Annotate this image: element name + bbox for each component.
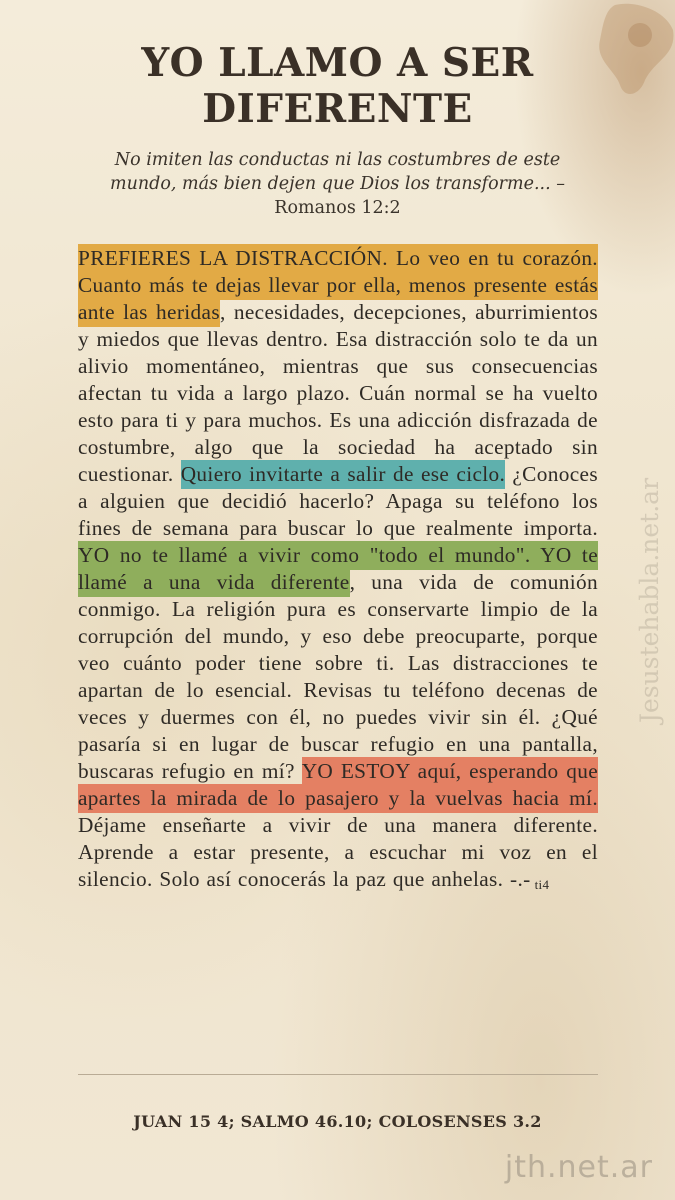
- body-text-4: Déjame enseñarte a vivir de una manera diferente. Aprende a estar presente, a escuchar mi voz en el silencio. Solo así conocerás la paz que anhelas. -.-: [78, 813, 598, 891]
- signature: ti4: [534, 877, 550, 892]
- verse-quote: [90, 148, 585, 220]
- highlight-red: YO ESTOY aquí, esperando que apartes la mirada de lo pasajero y la vuelvas hacia mí.: [78, 757, 598, 813]
- highlight-green: YO no te llamé a vivir como "todo el mundo". YO te llamé a una vida diferente: [78, 541, 598, 597]
- verse-text: No imiten las conductas ni las costumbres de este mundo, más bien dejen que Dios los transforme... –: [110, 150, 565, 194]
- page-title: [0, 40, 675, 132]
- verse-reference: Romanos 12:2: [274, 198, 401, 218]
- title-line-2: DIFERENTE: [202, 86, 473, 132]
- body-text-3: , una vida de comunión conmigo. La religión pura es conservarte limpio de la corrupción del mundo, y eso debe preocuparte, porque veo cuánto poder tiene sobre ti. Las distracciones te apartan de lo esencial. Revisas tu teléfono decenas de veces y duermes con él, no puedes vivir sin él. ¿Qué pasaría si en lugar de buscar refugio en una pantalla, buscaras refugio en mí?: [78, 570, 598, 783]
- highlight-orange: PREFIERES LA DISTRACCIÓN. Lo veo en tu corazón. Cuanto más te dejas llevar por ella, menos presente estás ante las heridas: [78, 244, 598, 327]
- body-text-1: , necesidades, decepciones, aburrimientos y miedos que llevas dentro. Esa distracción solo te da un alivio momentáneo, mientras que sus consecuencias afectan tu vida a largo plazo. Cuán normal se ha vuelto esto para ti y para muchos. Es una adicción disfrazada de costumbre, algo que la sociedad ha aceptado sin cuestionar.: [78, 300, 598, 486]
- bottom-watermark: jth.net.ar: [504, 1150, 653, 1185]
- devotional-body: [78, 245, 598, 898]
- scripture-references: JUAN 15 4; SALMO 46.10; COLOSENSES 3.2: [133, 1112, 542, 1131]
- vertical-watermark: Jesustehabla.net.ar: [635, 477, 664, 723]
- title-line-1: YO LLAMO A SER: [141, 40, 534, 86]
- body-text-2: ¿Conoces a alguien que decidió hacerlo? Apaga su teléfono los fines de semana para buscar lo que realmente importa.: [78, 462, 598, 540]
- divider: [78, 1074, 598, 1075]
- highlight-teal: Quiero invitarte a salir de ese ciclo.: [181, 460, 506, 489]
